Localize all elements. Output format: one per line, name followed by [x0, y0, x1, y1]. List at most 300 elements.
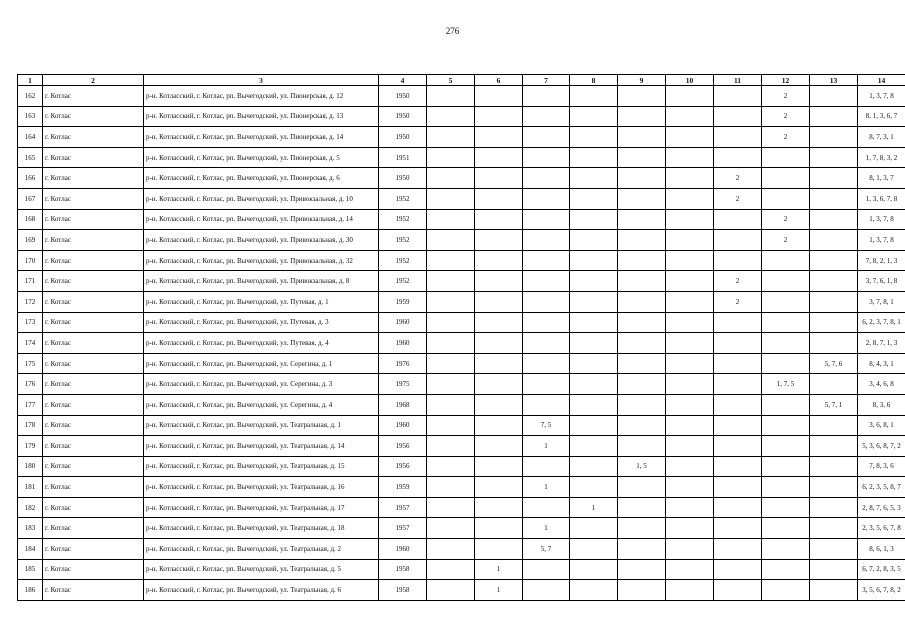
cell-year: 1952 — [379, 230, 427, 251]
cell-row-number: 179 — [18, 436, 43, 457]
table-row — [18, 353, 905, 374]
cell-settlement: г. Котлас — [43, 147, 144, 168]
cell-year: 1960 — [379, 539, 427, 560]
cell-col-12 — [762, 559, 810, 580]
cell-col-13 — [810, 559, 858, 580]
cell-col-9 — [618, 497, 666, 518]
cell-col-14: 6, 7, 2, 8, 3, 5 — [858, 559, 905, 580]
cell-col-11: 2 — [714, 188, 762, 209]
cell-settlement: г. Котлас — [43, 188, 144, 209]
cell-col-11 — [714, 250, 762, 271]
column-header-6: 6 — [475, 75, 523, 86]
cell-col-6 — [475, 518, 523, 539]
cell-address: р-н. Котласский, г. Котлас, рп. Вычегодский, ул. Серегина, д. 3 — [144, 374, 379, 395]
cell-address: р-н. Котласский, г. Котлас, рп. Вычегодский, ул. Путевая, д. 1 — [144, 291, 379, 312]
cell-col-7: 7, 5 — [523, 415, 570, 436]
cell-col-10 — [666, 518, 714, 539]
cell-settlement: г. Котлас — [43, 497, 144, 518]
column-header-11: 11 — [714, 75, 762, 86]
cell-row-number: 186 — [18, 580, 43, 601]
cell-col-10 — [666, 436, 714, 457]
cell-col-14: 2, 8, 7, 1, 3 — [858, 333, 905, 354]
cell-year: 1958 — [379, 559, 427, 580]
cell-row-number: 177 — [18, 394, 43, 415]
cell-address: р-н. Котласский, г. Котлас, рп. Вычегодский, ул. Привокзальная, д. 8 — [144, 271, 379, 292]
cell-col-6 — [475, 209, 523, 230]
cell-col-13 — [810, 168, 858, 189]
cell-col-7 — [523, 250, 570, 271]
cell-col-14: 5, 3, 6, 8, 7, 2 — [858, 436, 905, 457]
cell-col-8 — [570, 230, 618, 251]
cell-col-12 — [762, 271, 810, 292]
cell-year: 1956 — [379, 436, 427, 457]
cell-address: р-н. Котласский, г. Котлас, рп. Вычегодский, ул. Привокзальная, д. 30 — [144, 230, 379, 251]
cell-col-13 — [810, 106, 858, 127]
cell-col-6 — [475, 394, 523, 415]
cell-col-6 — [475, 415, 523, 436]
cell-col-8 — [570, 271, 618, 292]
table-row — [18, 394, 905, 415]
cell-settlement: г. Котлас — [43, 456, 144, 477]
cell-col-13 — [810, 147, 858, 168]
cell-year: 1952 — [379, 209, 427, 230]
cell-col-8 — [570, 394, 618, 415]
cell-col-13 — [810, 333, 858, 354]
cell-col-8 — [570, 168, 618, 189]
cell-settlement: г. Котлас — [43, 86, 144, 107]
cell-row-number: 182 — [18, 497, 43, 518]
cell-col-8 — [570, 436, 618, 457]
cell-col-10 — [666, 230, 714, 251]
cell-col-9 — [618, 518, 666, 539]
cell-col-14: 1, 3, 6, 7, 8 — [858, 188, 905, 209]
cell-col-5 — [427, 477, 475, 498]
cell-col-10 — [666, 188, 714, 209]
cell-settlement: г. Котлас — [43, 333, 144, 354]
cell-col-12 — [762, 333, 810, 354]
cell-col-7 — [523, 127, 570, 148]
cell-settlement: г. Котлас — [43, 353, 144, 374]
cell-col-12: 2 — [762, 209, 810, 230]
cell-col-10 — [666, 415, 714, 436]
cell-row-number: 169 — [18, 230, 43, 251]
cell-settlement: г. Котлас — [43, 374, 144, 395]
cell-col-6 — [475, 477, 523, 498]
cell-col-11 — [714, 456, 762, 477]
cell-col-12: 2 — [762, 230, 810, 251]
table-row — [18, 436, 905, 457]
table-row — [18, 456, 905, 477]
cell-year: 1951 — [379, 147, 427, 168]
table-row — [18, 580, 905, 601]
cell-col-8: 1 — [570, 497, 618, 518]
cell-address: р-н. Котласский, г. Котлас, рп. Вычегодский, ул. Пионерская, д. 14 — [144, 127, 379, 148]
cell-col-10 — [666, 374, 714, 395]
cell-col-6 — [475, 497, 523, 518]
cell-col-13 — [810, 271, 858, 292]
cell-col-10 — [666, 312, 714, 333]
cell-col-5 — [427, 147, 475, 168]
cell-col-8 — [570, 353, 618, 374]
column-header-7: 7 — [523, 75, 570, 86]
cell-col-14: 1, 3, 7, 8 — [858, 209, 905, 230]
cell-settlement: г. Котлас — [43, 559, 144, 580]
cell-row-number: 174 — [18, 333, 43, 354]
cell-col-5 — [427, 333, 475, 354]
cell-col-5 — [427, 518, 475, 539]
cell-col-14: 3, 5, 6, 7, 8, 2 — [858, 580, 905, 601]
cell-col-7 — [523, 106, 570, 127]
cell-year: 1952 — [379, 188, 427, 209]
cell-col-14: 7, 8, 2, 1, 3 — [858, 250, 905, 271]
cell-col-8 — [570, 291, 618, 312]
cell-address: р-н. Котласский, г. Котлас, рп. Вычегодский, ул. Пионерская, д. 5 — [144, 147, 379, 168]
cell-col-14: 2, 8, 7, 6, 5, 3 — [858, 497, 905, 518]
cell-col-14: 8, 1, 3, 7 — [858, 168, 905, 189]
cell-settlement: г. Котлас — [43, 580, 144, 601]
column-header-14: 14 — [858, 75, 905, 86]
cell-col-7 — [523, 333, 570, 354]
cell-settlement: г. Котлас — [43, 394, 144, 415]
cell-col-12 — [762, 394, 810, 415]
cell-col-10 — [666, 127, 714, 148]
cell-settlement: г. Котлас — [43, 415, 144, 436]
cell-col-13 — [810, 188, 858, 209]
cell-col-6 — [475, 168, 523, 189]
column-header-5: 5 — [427, 75, 475, 86]
cell-col-12 — [762, 250, 810, 271]
cell-col-7 — [523, 291, 570, 312]
cell-col-11 — [714, 333, 762, 354]
cell-col-11 — [714, 147, 762, 168]
table-row — [18, 559, 905, 580]
cell-col-10 — [666, 291, 714, 312]
cell-col-7 — [523, 559, 570, 580]
cell-col-6 — [475, 539, 523, 560]
cell-col-14: 8, 6, 1, 3 — [858, 539, 905, 560]
cell-year: 1960 — [379, 415, 427, 436]
cell-year: 1952 — [379, 250, 427, 271]
cell-col-8 — [570, 86, 618, 107]
cell-col-6 — [475, 86, 523, 107]
cell-col-10 — [666, 250, 714, 271]
table-row — [18, 209, 905, 230]
cell-address: р-н. Котласский, г. Котлас, рп. Вычегодский, ул. Театральная, д. 1 — [144, 415, 379, 436]
cell-col-8 — [570, 333, 618, 354]
cell-col-14: 6, 2, 3, 5, 8, 7 — [858, 477, 905, 498]
cell-col-9 — [618, 188, 666, 209]
cell-col-10 — [666, 86, 714, 107]
cell-row-number: 168 — [18, 209, 43, 230]
cell-col-14: 8, 1, 3, 6, 7 — [858, 106, 905, 127]
cell-settlement: г. Котлас — [43, 518, 144, 539]
cell-col-5 — [427, 559, 475, 580]
cell-col-6 — [475, 127, 523, 148]
cell-col-7: 1 — [523, 518, 570, 539]
cell-settlement: г. Котлас — [43, 312, 144, 333]
cell-row-number: 185 — [18, 559, 43, 580]
cell-col-11 — [714, 106, 762, 127]
cell-col-11 — [714, 580, 762, 601]
cell-col-11 — [714, 394, 762, 415]
cell-row-number: 175 — [18, 353, 43, 374]
cell-col-13 — [810, 250, 858, 271]
cell-col-6 — [475, 374, 523, 395]
cell-year: 1950 — [379, 106, 427, 127]
cell-year: 1959 — [379, 477, 427, 498]
cell-col-13 — [810, 580, 858, 601]
cell-col-5 — [427, 580, 475, 601]
cell-col-10 — [666, 209, 714, 230]
table-row — [18, 86, 905, 107]
cell-settlement: г. Котлас — [43, 436, 144, 457]
cell-col-8 — [570, 374, 618, 395]
cell-col-10 — [666, 497, 714, 518]
cell-col-5 — [427, 230, 475, 251]
cell-col-8 — [570, 415, 618, 436]
cell-col-5 — [427, 86, 475, 107]
cell-col-10 — [666, 106, 714, 127]
registry-table — [17, 74, 905, 601]
cell-col-12 — [762, 415, 810, 436]
cell-row-number: 183 — [18, 518, 43, 539]
cell-col-10 — [666, 353, 714, 374]
cell-col-6 — [475, 353, 523, 374]
cell-address: р-н. Котласский, г. Котлас, рп. Вычегодский, ул. Серегина, д. 1 — [144, 353, 379, 374]
cell-settlement: г. Котлас — [43, 539, 144, 560]
cell-col-14: 8, 7, 3, 1 — [858, 127, 905, 148]
cell-col-10 — [666, 147, 714, 168]
cell-address: р-н. Котласский, г. Котлас, рп. Вычегодский, ул. Привокзальная, д. 10 — [144, 188, 379, 209]
cell-col-10 — [666, 559, 714, 580]
cell-year: 1976 — [379, 353, 427, 374]
cell-settlement: г. Котлас — [43, 271, 144, 292]
cell-col-10 — [666, 168, 714, 189]
cell-settlement: г. Котлас — [43, 168, 144, 189]
cell-col-13 — [810, 415, 858, 436]
cell-row-number: 164 — [18, 127, 43, 148]
cell-col-12 — [762, 291, 810, 312]
cell-address: р-н. Котласский, г. Котлас, рп. Вычегодский, ул. Серегина, д. 4 — [144, 394, 379, 415]
cell-year: 1958 — [379, 580, 427, 601]
cell-col-9: 1, 5 — [618, 456, 666, 477]
cell-col-7 — [523, 353, 570, 374]
cell-col-6 — [475, 456, 523, 477]
cell-col-14: 3, 4, 6, 8 — [858, 374, 905, 395]
cell-col-9 — [618, 127, 666, 148]
cell-settlement: г. Котлас — [43, 127, 144, 148]
cell-col-9 — [618, 291, 666, 312]
cell-col-9 — [618, 250, 666, 271]
table-row — [18, 374, 905, 395]
cell-col-8 — [570, 209, 618, 230]
cell-col-10 — [666, 477, 714, 498]
cell-col-5 — [427, 436, 475, 457]
cell-col-5 — [427, 188, 475, 209]
cell-address: р-н. Котласский, г. Котлас, рп. Вычегодский, ул. Пионерская, д. 6 — [144, 168, 379, 189]
cell-col-5 — [427, 456, 475, 477]
cell-col-9 — [618, 415, 666, 436]
cell-col-8 — [570, 456, 618, 477]
cell-col-5 — [427, 271, 475, 292]
cell-col-6: 1 — [475, 580, 523, 601]
cell-col-13 — [810, 477, 858, 498]
cell-col-10 — [666, 456, 714, 477]
cell-year: 1960 — [379, 312, 427, 333]
cell-col-9 — [618, 106, 666, 127]
cell-col-9 — [618, 353, 666, 374]
table-row — [18, 147, 905, 168]
cell-col-9 — [618, 86, 666, 107]
cell-col-8 — [570, 518, 618, 539]
column-header-1: 1 — [18, 75, 43, 86]
cell-address: р-н. Котласский, г. Котлас, рп. Вычегодский, ул. Театральная, д. 14 — [144, 436, 379, 457]
cell-col-9 — [618, 580, 666, 601]
cell-row-number: 165 — [18, 147, 43, 168]
cell-col-9 — [618, 477, 666, 498]
table-row — [18, 291, 905, 312]
cell-col-12 — [762, 168, 810, 189]
cell-year: 1950 — [379, 168, 427, 189]
cell-col-11: 2 — [714, 168, 762, 189]
cell-col-13 — [810, 312, 858, 333]
cell-col-14: 6, 2, 3, 7, 8, 1 — [858, 312, 905, 333]
cell-address: р-н. Котласский, г. Котлас, рп. Вычегодский, ул. Театральная, д. 6 — [144, 580, 379, 601]
table-row — [18, 312, 905, 333]
cell-col-9 — [618, 147, 666, 168]
cell-col-6 — [475, 188, 523, 209]
cell-col-5 — [427, 497, 475, 518]
cell-settlement: г. Котлас — [43, 230, 144, 251]
cell-col-12 — [762, 539, 810, 560]
cell-col-8 — [570, 127, 618, 148]
cell-row-number: 178 — [18, 415, 43, 436]
cell-year: 1975 — [379, 374, 427, 395]
cell-row-number: 171 — [18, 271, 43, 292]
cell-col-14: 3, 6, 8, 1 — [858, 415, 905, 436]
cell-col-9 — [618, 168, 666, 189]
cell-col-11 — [714, 374, 762, 395]
table-row — [18, 497, 905, 518]
cell-col-13 — [810, 209, 858, 230]
table-row — [18, 127, 905, 148]
cell-col-13: 5, 7, 1 — [810, 394, 858, 415]
cell-col-13 — [810, 374, 858, 395]
cell-year: 1957 — [379, 497, 427, 518]
cell-col-11 — [714, 86, 762, 107]
cell-col-13 — [810, 539, 858, 560]
table-header-row — [18, 75, 905, 86]
cell-col-11 — [714, 497, 762, 518]
cell-col-6 — [475, 333, 523, 354]
cell-settlement: г. Котлас — [43, 209, 144, 230]
cell-col-9 — [618, 436, 666, 457]
cell-col-5 — [427, 415, 475, 436]
cell-col-10 — [666, 394, 714, 415]
table-row — [18, 477, 905, 498]
cell-col-13 — [810, 436, 858, 457]
cell-col-8 — [570, 106, 618, 127]
cell-col-6 — [475, 230, 523, 251]
cell-col-7 — [523, 271, 570, 292]
cell-address: р-н. Котласский, г. Котлас, рп. Вычегодский, ул. Путевая, д. 3 — [144, 312, 379, 333]
column-header-9: 9 — [618, 75, 666, 86]
cell-col-14: 7, 8, 3, 6 — [858, 456, 905, 477]
cell-col-12 — [762, 580, 810, 601]
cell-col-12 — [762, 456, 810, 477]
cell-col-12 — [762, 477, 810, 498]
cell-address: р-н. Котласский, г. Котлас, рп. Вычегодский, ул. Пионерская, д. 13 — [144, 106, 379, 127]
cell-address: р-н. Котласский, г. Котлас, рп. Вычегодский, ул. Театральная, д. 16 — [144, 477, 379, 498]
cell-col-13: 5, 7, 6 — [810, 353, 858, 374]
cell-row-number: 170 — [18, 250, 43, 271]
cell-year: 1960 — [379, 333, 427, 354]
table-row — [18, 271, 905, 292]
cell-col-7 — [523, 456, 570, 477]
cell-col-13 — [810, 518, 858, 539]
cell-col-12: 2 — [762, 127, 810, 148]
table-row — [18, 230, 905, 251]
cell-col-10 — [666, 333, 714, 354]
table-row — [18, 333, 905, 354]
cell-col-5 — [427, 291, 475, 312]
cell-col-9 — [618, 559, 666, 580]
cell-address: р-н. Котласский, г. Котлас, рп. Вычегодский, ул. Театральная, д. 18 — [144, 518, 379, 539]
cell-col-9 — [618, 312, 666, 333]
cell-address: р-н. Котласский, г. Котлас, рп. Вычегодский, ул. Театральная, д. 15 — [144, 456, 379, 477]
cell-address: р-н. Котласский, г. Котлас, рп. Вычегодский, ул. Привокзальная, д. 32 — [144, 250, 379, 271]
cell-col-11 — [714, 312, 762, 333]
cell-year: 1956 — [379, 456, 427, 477]
cell-row-number: 181 — [18, 477, 43, 498]
cell-col-13 — [810, 291, 858, 312]
cell-col-6 — [475, 436, 523, 457]
page-number: 276 — [445, 26, 460, 36]
cell-col-13 — [810, 230, 858, 251]
cell-col-12 — [762, 147, 810, 168]
cell-row-number: 176 — [18, 374, 43, 395]
cell-col-14: 1, 3, 7, 8 — [858, 86, 905, 107]
cell-year: 1950 — [379, 127, 427, 148]
cell-col-12: 2 — [762, 86, 810, 107]
cell-col-7 — [523, 497, 570, 518]
cell-col-14: 3, 7, 6, 1, 8 — [858, 271, 905, 292]
cell-col-11 — [714, 436, 762, 457]
cell-col-9 — [618, 271, 666, 292]
cell-col-5 — [427, 539, 475, 560]
cell-col-10 — [666, 271, 714, 292]
table-row — [18, 250, 905, 271]
cell-col-14: 8, 3, 6 — [858, 394, 905, 415]
cell-col-11 — [714, 415, 762, 436]
cell-col-14: 3, 7, 8, 1 — [858, 291, 905, 312]
cell-row-number: 173 — [18, 312, 43, 333]
cell-col-11: 2 — [714, 271, 762, 292]
cell-row-number: 167 — [18, 188, 43, 209]
cell-col-6 — [475, 250, 523, 271]
cell-col-10 — [666, 580, 714, 601]
cell-col-8 — [570, 580, 618, 601]
column-header-3: 3 — [144, 75, 379, 86]
cell-row-number: 184 — [18, 539, 43, 560]
cell-col-8 — [570, 559, 618, 580]
cell-col-7: 5, 7 — [523, 539, 570, 560]
cell-col-13 — [810, 86, 858, 107]
cell-col-7 — [523, 580, 570, 601]
table-row — [18, 518, 905, 539]
cell-col-6 — [475, 312, 523, 333]
cell-col-14: 1, 3, 7, 8 — [858, 230, 905, 251]
